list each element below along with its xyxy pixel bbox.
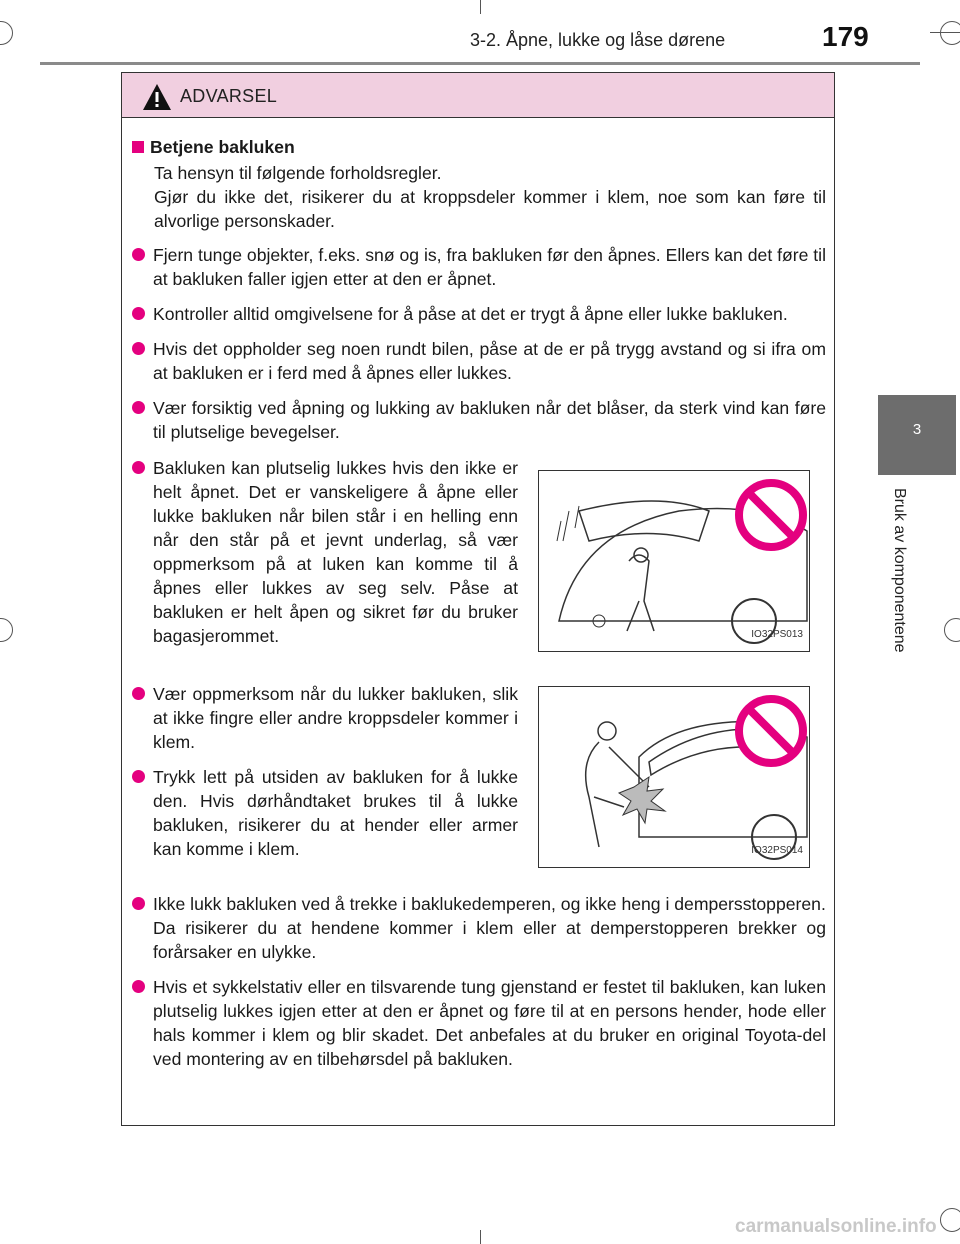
list-item: Hvis det oppholder seg noen rundt bilen, påse at de er på trygg avstand og si ifra om at bakluken er i ferd med å åpnes eller lukkes. [132,337,826,385]
figure-label: IO32PS014 [751,845,803,856]
bullet-dot-icon [132,307,145,320]
header-rule [40,62,920,65]
warning-box [121,72,835,1126]
chapter-number: 3 [912,421,922,438]
crop-mark [940,21,960,45]
chapter-label [888,488,908,698]
bullet-dot-icon [132,980,145,993]
list-item: Bakluken kan plutselig lukkes hvis den ikke er helt åpnet. Det er vanskeligere å åpne eller lukke bakluken når bilen står i en helling enn når den står på et jevnt underlag, så vær oppmerksom på at luken kan komme til å åpnes eller lukkes av seg selv. Påse at bakluken er helt åpen og sikret før du bruker bagasjerommet. [132,456,518,648]
figure-row-2-text [132,682,518,861]
crop-mark [0,21,13,45]
list-item: Trykk lett på utsiden av bakluken for å lukke den. Hvis dørhåndtaket brukes til å lukke bakluken, risikerer du at hender eller armer kan komme i klem. [132,765,518,861]
section-title: 3-2. Åpne, lukke og låse dørene [470,30,726,50]
figure-row-1 [132,456,826,678]
warning-intro: Ta hensyn til følgende forholdsregler. Gjør du ikke det, risikerer du at kroppsdeler kommer i klem, noe som kan føre til alvorlige personskader. [154,163,826,231]
bullet-dot-icon [132,897,145,910]
list-item: Hvis et sykkelstativ eller en tilsvarende tung gjenstand er festet til bakluken, kan luken plutselig lukkes igjen etter at den er åpnet og føre til at en persons hender, hode eller hals kommer i klem og blir skadet. Det anbefales at du bruker en original Toyota-del ved montering av en tilbehørsdel på bakluken. [132,975,826,1071]
warning-label: ADVARSEL [180,86,278,106]
crop-line [480,1230,481,1244]
list-item: Vær oppmerksom når du lukker bakluken, slik at ikke fingre eller andre kroppsdeler kommer i klem. [132,682,518,754]
warning-subheading [132,135,826,159]
page-number: 179 [822,21,869,52]
square-bullet-icon [132,141,144,153]
crop-mark [940,1208,960,1232]
crop-mark [944,618,960,642]
bullet-dot-icon [132,248,145,261]
list-item: Vær forsiktig ved åpning og lukking av bakluken når det blåser, da sterk vind kan føre til plutselige bevegelser. [132,396,826,444]
warning-header [122,73,834,118]
list-item: Kontroller alltid omgivelsene for å påse at det er trygt å åpne eller lukke bakluken. [132,302,826,326]
bullet-dot-icon [132,461,145,474]
bullet-dot-icon [132,401,145,414]
warning-triangle-icon [142,83,172,111]
figure-row-2 [132,682,826,892]
illustration-tailgate-open [538,470,810,652]
bullet-list-bottom [132,892,826,1071]
bullet-dot-icon [132,687,145,700]
chapter-tab [878,395,956,475]
crop-mark [0,618,13,642]
list-item: Ikke lukk bakluken ved å trekke i baklukedemperen, og ikke heng i dempersstopperen. Da risikerer du at hendene kommer i klem eller at demperstopperen brekker og forårsaker en ulykke. [132,892,826,964]
warning-heading-text: Betjene bakluken [150,137,295,157]
list-item: Fjern tunge objekter, f.eks. snø og is, fra bakluken før den åpnes. Ellers kan det føre til at bakluken faller igjen etter at den er åpnet. [132,243,826,291]
bullet-list-top [132,243,826,444]
figure-label: IO32PS013 [751,629,803,640]
warning-content [132,135,826,1071]
crop-line [480,0,481,14]
illustration-tailgate-closing [538,686,810,868]
bullet-dot-icon [132,342,145,355]
chapter-label-text: Bruk av komponentene [891,488,908,653]
watermark: carmanualsonline.info [735,1216,937,1237]
bullet-dot-icon [132,770,145,783]
